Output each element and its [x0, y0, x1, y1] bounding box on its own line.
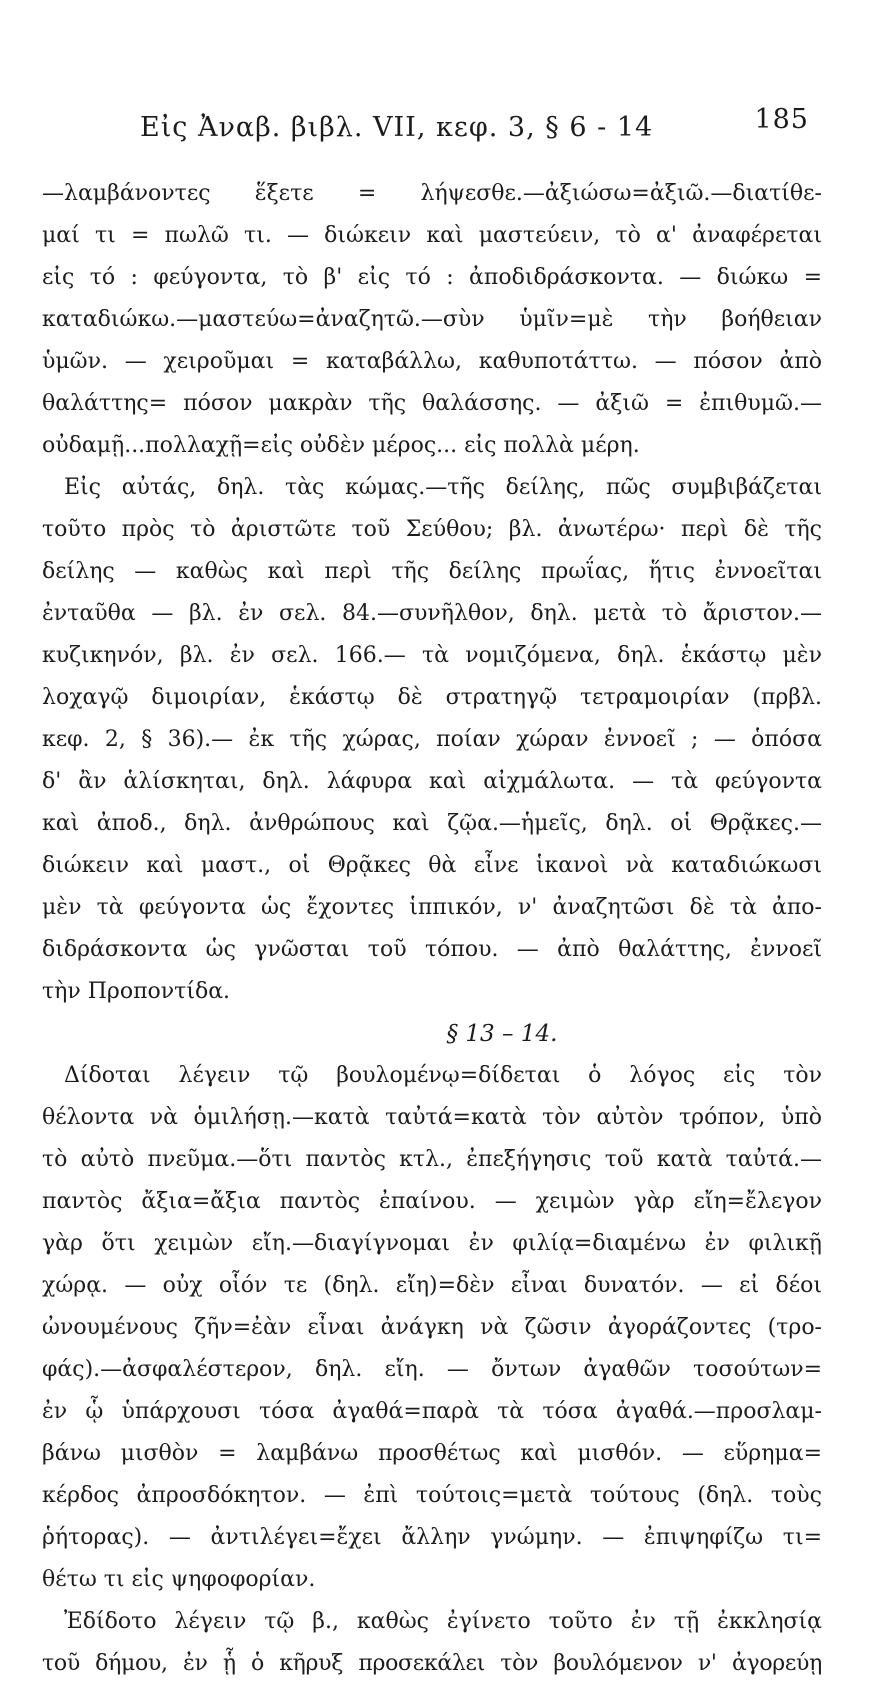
- text-line: θέτω τι εἰς ψηφοφορίαν.: [42, 1567, 316, 1592]
- text-line: τοῦ δήμου, ἐν ᾗ ὁ κῆρυξ προσεκάλει τὸν βουλόμενον ν' ἀγορεύῃ: [42, 1651, 822, 1676]
- text-line: βάνω μισθὸν = λαμβάνω προσθέτως καὶ μισθόν. — εὕρημα=: [42, 1441, 822, 1466]
- text-line: θαλάττης= πόσον μακρὰν τῆς θαλάσσης. — ἀξιῶ = ἐπιθυμῶ.—: [42, 391, 822, 416]
- text-line: χώρᾳ. — οὐχ οἷόν τε (δηλ. εἴη)=δὲν εἶναι δυνατόν. — εἰ δέοι: [42, 1273, 822, 1298]
- text-line: κυζικηνόν, βλ. ἐν σελ. 166.— τὰ νομιζόμενα, δηλ. ἑκάστῳ μὲν: [42, 643, 822, 668]
- text-line: Εἰς αὐτάς, δηλ. τὰς κώμας.—τῆς δείλης, πῶς συμβιβάζεται: [64, 475, 822, 500]
- text-line: ἐν ᾧ ὑπάρχουσι τόσα ἀγαθά=παρὰ τὰ τόσα ἀγαθά.—προσλαμ-: [42, 1399, 822, 1424]
- commentary-text: [42, 173, 822, 1685]
- text-line: καὶ ἀποδ., δηλ. ἀνθρώπους καὶ ζῷα.—ἡμεῖς, δηλ. οἱ Θρᾷκες.—: [42, 811, 822, 836]
- text-line: τὸ αὐτὸ πνεῦμα.—ὅτι παντὸς κτλ., ἐπεξήγησις τοῦ κατὰ ταὐτά.—: [42, 1147, 822, 1172]
- text-line: διδράσκοντα ὡς γνῶσται τοῦ τόπου. — ἀπὸ θαλάττης, ἐννοεῖ: [42, 937, 822, 962]
- text-line: ὠνουμένους ζῆν=ἐὰν εἶναι ἀνάγκη νὰ ζῶσιν ἀγοράζοντες (τρο-: [42, 1315, 822, 1340]
- text-line: κέρδος ἀπροσδόκητον. — ἐπὶ τούτοις=μετὰ τούτους (δηλ. τοὺς: [42, 1483, 822, 1508]
- text-line: τοῦτο πρὸς τὸ ἀριστῶτε τοῦ Σεύθου; βλ. ἀνωτέρω· περὶ δὲ τῆς: [42, 517, 822, 542]
- page-header: [0, 104, 869, 152]
- text-line: Δίδοται λέγειν τῷ βουλομένῳ=δίδεται ὁ λόγος εἰς τὸν: [64, 1063, 822, 1088]
- text-line: θέλοντα νὰ ὁμιλήσῃ.—κατὰ ταὐτά=κατὰ τὸν αὐτὸν τρόπον, ὑπὸ: [42, 1105, 822, 1130]
- text-line: καταδιώκω.—μαστεύω=ἀναζητῶ.—σὺν ὑμῖν=μὲ τὴν βοήθειαν: [42, 307, 822, 332]
- text-line: λοχαγῷ διμοιρίαν, ἑκάστῳ δὲ στρατηγῷ τετραμοιρίαν (πρβλ.: [42, 685, 822, 710]
- text-line: διώκειν καὶ μαστ., οἱ Θρᾷκες θὰ εἶνε ἱκανοὶ νὰ καταδιώκωσι: [42, 853, 822, 878]
- running-head: Εἰς Ἀναβ. βιβλ. VII, κεφ. 3, § 6 - 14: [140, 112, 654, 143]
- text-line: φάς).—ἀσφαλέστερον, δηλ. εἴη. — ὄντων ἀγαθῶν τοσούτων=: [42, 1357, 822, 1382]
- text-line: —λαμβάνοντες ἕξετε = λήψεσθε.—ἀξιώσω=ἀξιῶ.—διατίθε-: [42, 181, 822, 206]
- text-line: γὰρ ὅτι χειμὼν εἴη.—διαγίγνομαι ἐν φιλίᾳ=διαμένω ἐν φιλικῇ: [42, 1231, 822, 1256]
- text-line: Ἐδίδοτο λέγειν τῷ β., καθὼς ἐγίνετο τοῦτο ἐν τῇ ἐκκλησίᾳ: [64, 1609, 822, 1634]
- section-heading: § 13 – 14.: [446, 1021, 558, 1047]
- text-line: δείλης — καθὼς καὶ περὶ τῆς δείλης πρωΐας, ἥτις ἐννοεῖται: [42, 559, 822, 584]
- text-line: μὲν τὰ φεύγοντα ὡς ἔχοντες ἱππικόν, ν' ἀναζητῶσι δὲ τὰ ἀπο-: [42, 895, 822, 920]
- page-number: 185: [754, 104, 809, 135]
- text-line: οὐδαμῇ...πολλαχῇ=εἰς οὐδὲν μέρος... εἰς πολλὰ μέρη.: [42, 433, 640, 458]
- text-line: τὴν Προποντίδα.: [42, 979, 231, 1004]
- text-line: ὑμῶν. — χειροῦμαι = καταβάλλω, καθυποτάττω. — πόσον ἀπὸ: [42, 349, 822, 374]
- text-line: παντὸς ἄξια=ἄξια παντὸς ἐπαίνου. — χειμὼν γὰρ εἴη=ἔλεγον: [42, 1189, 822, 1214]
- text-line: δ' ἂν ἁλίσκηται, δηλ. λάφυρα καὶ αἰχμάλωτα. — τὰ φεύγοντα: [42, 769, 822, 794]
- text-line: ῥήτορας). — ἀντιλέγει=ἔχει ἄλλην γνώμην. — ἐπιψηφίζω τι=: [42, 1525, 822, 1550]
- text-line: μαί τι = πωλῶ τι. — διώκειν καὶ μαστεύειν, τὸ α' ἀναφέρεται: [42, 223, 822, 248]
- text-line: εἰς τό : φεύγοντα, τὸ β' εἰς τό : ἀποδιδράσκοντα. — διώκω =: [42, 265, 822, 290]
- text-line: κεφ. 2, § 36).— ἐκ τῆς χώρας, ποίαν χώραν ἐννοεῖ ; — ὁπόσα: [42, 727, 822, 752]
- text-line: ἐνταῦθα — βλ. ἐν σελ. 84.—συνῆλθον, δηλ. μετὰ τὸ ἄριστον.—: [42, 601, 822, 626]
